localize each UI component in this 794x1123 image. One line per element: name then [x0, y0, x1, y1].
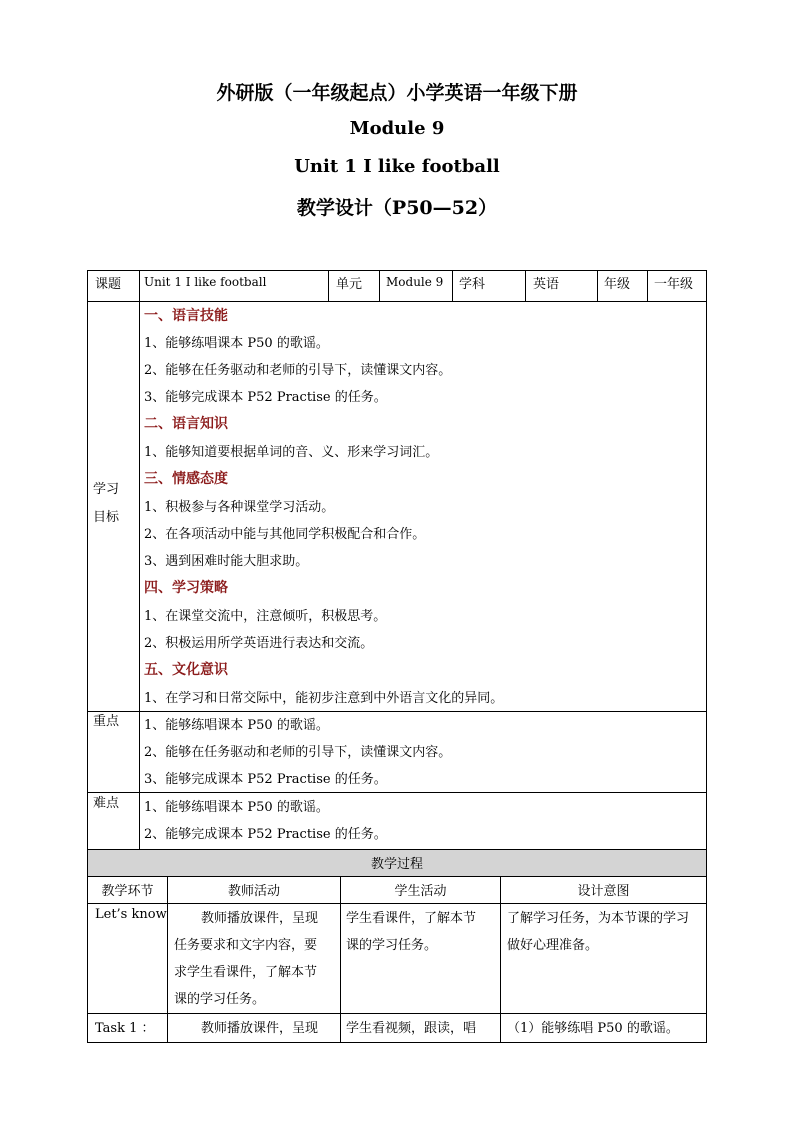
teacher-activity-line: 课的学习任务。 [174, 992, 266, 1007]
process-step: Task 1 ： [95, 1021, 155, 1036]
teacher-activity-line: 教师播放课件，呈现 [201, 911, 319, 926]
doc-title-line1: 外研版（一年级起点）小学英语一年级下册 [216, 82, 578, 104]
header-student-activity: 学生活动 [394, 884, 447, 899]
student-activity-line: 学生看视频，跟读，唱 [346, 1021, 477, 1036]
process-title: 教学过程 [370, 857, 423, 872]
subject-value: 英语 [533, 277, 560, 292]
objectives-label-bottom: 目标 [93, 510, 120, 525]
topic-value: Unit 1 I like football [144, 275, 267, 289]
objective-item: 2、积极运用所学英语进行表达和交流。 [144, 636, 374, 651]
doc-title-unit: Unit 1 I like football [294, 156, 500, 177]
unit-value: Module 9 [386, 275, 444, 289]
objectives-label-top: 学习 [93, 482, 120, 497]
difficult-point-item: 2、能够完成课本 P52 Practise 的任务。 [144, 827, 387, 842]
doc-title-module: Module 9 [349, 118, 445, 139]
objective-item: 1、在学习和日常交际中，能初步注意到中外语言文化的异同。 [144, 691, 504, 706]
subject-label: 学科 [459, 277, 486, 292]
design-intent-line: 做好心理准备。 [507, 938, 599, 953]
objective-item: 1、能够知道要根据单词的音、义、形来学习词汇。 [144, 445, 439, 460]
section-heading-language-knowledge: 二、语言知识 [144, 416, 228, 432]
unit-label: 单元 [336, 277, 363, 292]
design-intent-line: （1）能够练唱 P50 的歌谣。 [507, 1021, 679, 1036]
doc-title-design: 教学设计（P50—52） [296, 197, 498, 219]
header-step: 教学环节 [101, 884, 154, 899]
grade-value: 一年级 [654, 277, 694, 292]
header-design-intent: 设计意图 [577, 884, 630, 899]
section-heading-language-skills: 一、语言技能 [144, 308, 228, 324]
objective-item: 1、积极参与各种课堂学习活动。 [144, 500, 335, 515]
key-point-item: 1、能够练唱课本 P50 的歌谣。 [144, 718, 329, 733]
objective-item: 3、能够完成课本 P52 Practise 的任务。 [144, 390, 387, 405]
difficult-point-item: 1、能够练唱课本 P50 的歌谣。 [144, 800, 329, 815]
section-heading-strategy: 四、学习策略 [144, 580, 228, 596]
objective-item: 1、在课堂交流中，注意倾听，积极思考。 [144, 609, 387, 624]
process-step: Let’s know [95, 907, 167, 922]
teacher-activity-line: 任务要求和文字内容，要 [174, 938, 318, 953]
section-heading-culture: 五、文化意识 [144, 662, 228, 678]
key-points-label: 重点 [93, 714, 120, 729]
key-point-item: 2、能够在任务驱动和老师的引导下，读懂课文内容。 [144, 745, 452, 760]
header-teacher-activity: 教师活动 [227, 884, 280, 899]
topic-label: 课题 [95, 277, 122, 292]
student-activity-line: 课的学习任务。 [346, 938, 438, 953]
objective-item: 2、在各项活动中能与其他同学积极配合和合作。 [144, 527, 426, 542]
key-point-item: 3、能够完成课本 P52 Practise 的任务。 [144, 772, 387, 787]
objective-item: 1、能够练唱课本 P50 的歌谣。 [144, 336, 329, 351]
objective-item: 2、能够在任务驱动和老师的引导下，读懂课文内容。 [144, 363, 452, 378]
difficult-points-label: 难点 [93, 796, 120, 811]
grade-label: 年级 [604, 277, 631, 292]
design-intent-line: 了解学习任务，为本节课的学习 [507, 911, 690, 926]
teacher-activity-line: 教师播放课件，呈现 [201, 1021, 319, 1036]
section-heading-attitude: 三、情感态度 [144, 471, 228, 487]
student-activity-line: 学生看课件，了解本节 [346, 911, 477, 926]
objective-item: 3、遇到困难时能大胆求助。 [144, 554, 309, 569]
teacher-activity-line: 求学生看课件，了解本节 [174, 965, 318, 980]
